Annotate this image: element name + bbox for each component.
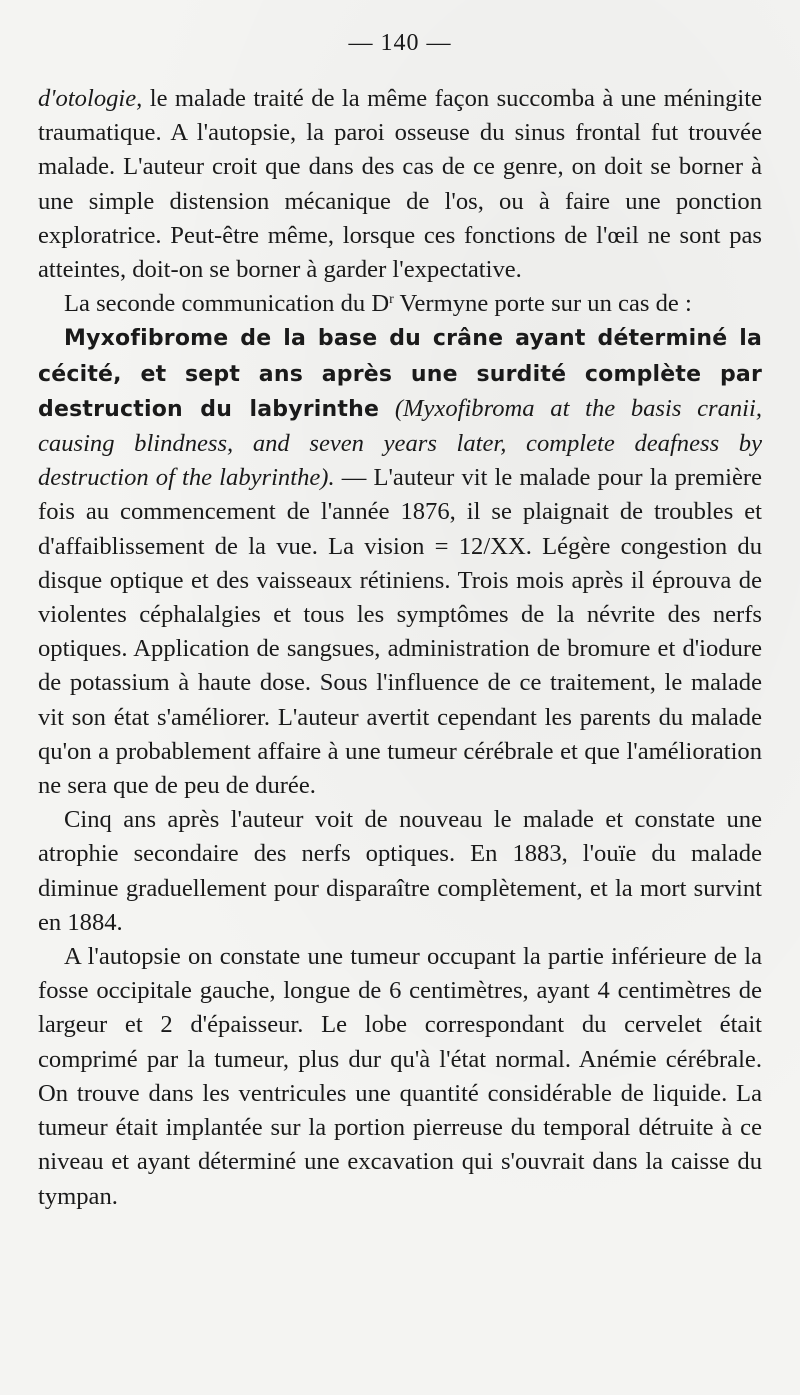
article-title-english: (Myxofibroma at the basis cranii, causing blindness, and seven years later, complete deafness by destruction of the labyrinthe). — [38, 394, 762, 492]
paragraph-2-before: La seconde communication du D — [64, 290, 390, 318]
paragraph-1 — [38, 82, 762, 287]
paragraph-1-text: le malade traité de la même façon succomba à une méningite traumatique. A l'autopsie, la paroi osseuse du sinus frontal fut trouvée malade. L'auteur croit que dans des cas de ce genre, on doit se borner à une simple distension mécanique de l'os, ou à faire une ponction exploratrice. Peut-être même, lorsque ces fonctions de l'œil ne sont pas atteintes, doit-on se borner à garder l'expectative. — [38, 85, 762, 284]
paragraph-3-text: — L'auteur vit le malade pour la première fois au commencement de l'année 1876, il se plaignait de troubles et d'affaiblissement de la vue. La vision = 12/XX. Légère congestion du disque optique et des vaisseaux rétiniens. Trois mois après il éprouva de violentes céphalalgies et tous les symptômes de la névrite des nerfs optiques. Application de sangsues, administration de bromure et d'iodure de potassium à haute dose. Sous l'influence de ce traitement, le malade vit son état s'améliorer. L'auteur avertit cependant les parents du malade qu'on a probablement affaire à une tumeur cérébrale et que l'amélioration ne sera que de peu de durée. — [38, 464, 762, 800]
italic-word: d'otologie, — [38, 85, 143, 112]
body-text — [38, 82, 762, 1214]
paragraph-3 — [38, 321, 762, 803]
page-number: — 140 — — [348, 30, 452, 56]
paragraph-2 — [38, 287, 762, 321]
paragraph-5: A l'autopsie on constate une tumeur occupant la partie inférieure de la fosse occipitale gauche, longue de 6 centimètres, ayant 4 centimètres de largeur et 2 d'épaisseur. Le lobe correspondant du cervelet était comprimé par la tumeur, plus dur qu'à l'état normal. Anémie cérébrale. On trouve dans les ventricules une quantité considérable de liquide. La tumeur était implantée sur la portion pierreuse du temporal détruite à ce niveau et ayant déterminé une excavation qui s'ouvrait dans la caisse du tympan. — [38, 943, 762, 1210]
article-title: Myxofibrome de la base du crâne ayant déterminé la cécité, et sept ans après une surdité complète par destruction du labyrinthe — [38, 326, 762, 422]
doctor-superscript: r — [389, 292, 394, 308]
paragraph-2-after: Vermyne porte sur un cas de : — [393, 290, 692, 318]
paragraph-4: Cinq ans après l'auteur voit de nouveau le malade et constate une atrophie secondaire des nerfs optiques. En 1883, l'ouïe du malade diminue graduellement pour disparaître complètement, et la mort survint en 1884. — [38, 806, 762, 936]
